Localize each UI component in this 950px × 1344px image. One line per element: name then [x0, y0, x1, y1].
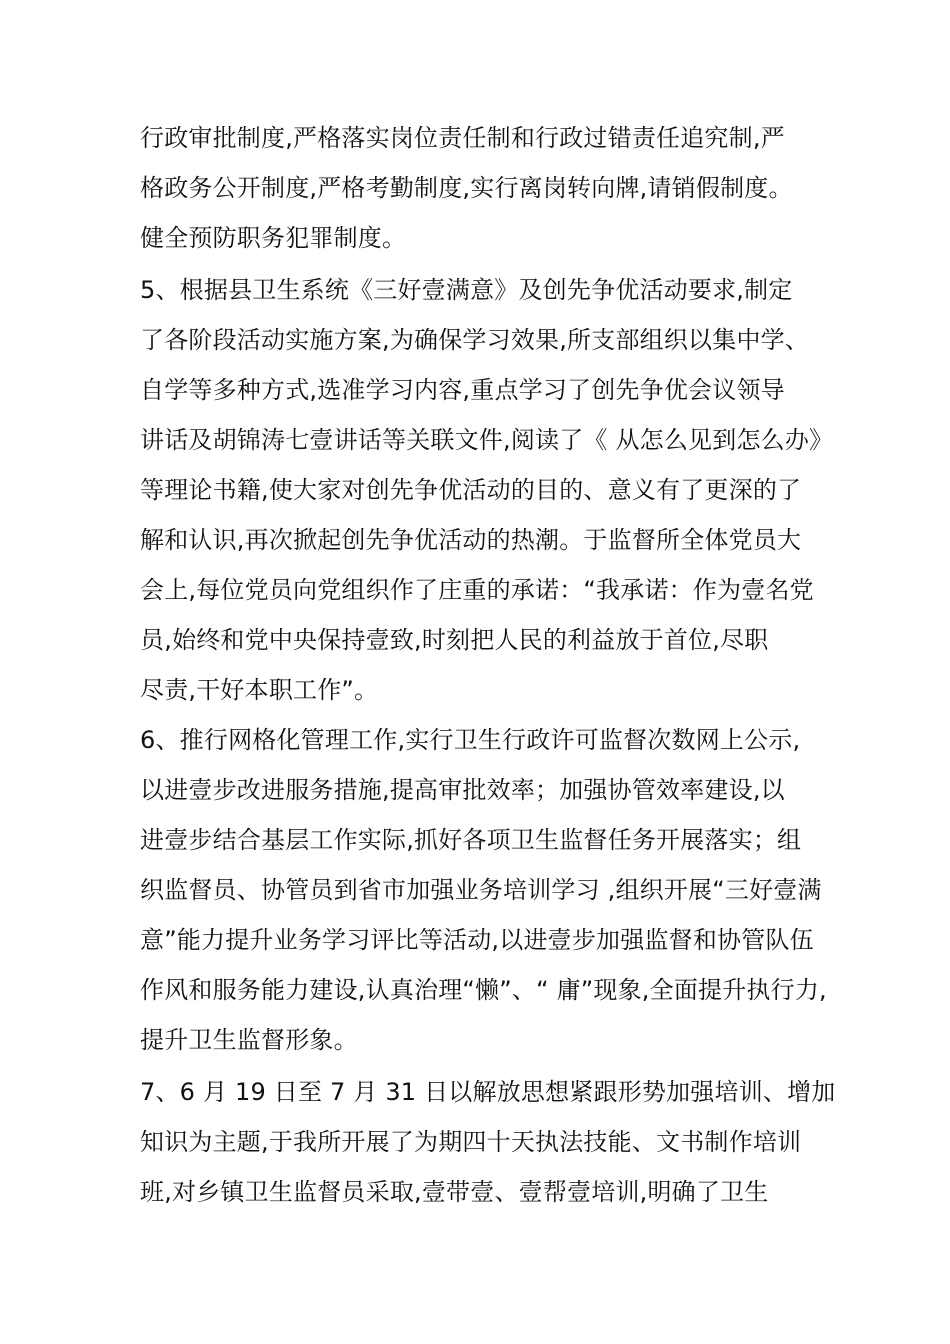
text-line: 自学等多种方式,选准学习内容,重点学习了创先争优会议领导 — [140, 376, 785, 404]
text-line: 解和认识,再次掀起创先争优活动的热潮。于监督所全体党员大 — [140, 526, 802, 554]
text-line: 行政审批制度,严格落实岗位责任制和行政过错责任追究制,严 — [140, 124, 785, 152]
list-item-6-line: 6、推行网格化管理工作,实行卫生行政许可监督次数网上公示, — [140, 726, 801, 754]
text-line: 知识为主题,于我所开展了为期四十天执法技能、文书制作培训 — [140, 1128, 802, 1156]
text-line: 健全预防职务犯罪制度。 — [140, 224, 407, 252]
text-line: 织监督员、协管员到省市加强业务培训学习 ,组织开展“三好壹满 — [140, 876, 822, 904]
text-line: 了各阶段活动实施方案,为确保学习效果,所支部组织以集中学、 — [140, 326, 810, 354]
list-item-5-line: 5、根据县卫生系统《三好壹满意》及创先争优活动要求,制定 — [140, 276, 793, 304]
list-item-7-line: 7、6 月 19 日至 7 月 31 日以解放思想紧跟形势加强培训、增加 — [140, 1078, 836, 1106]
text-line: 会上,每位党员向党组织作了庄重的承诺：“我承诺：作为壹名党 — [140, 576, 814, 604]
text-line: 班,对乡镇卫生监督员采取,壹带壹、壹帮壹培训,明确了卫生 — [140, 1178, 769, 1206]
text-line: 作风和服务能力建设,认真治理“懒”、“ 庸”现象,全面提升执行力, — [140, 976, 827, 1004]
text-line: 提升卫生监督形象。 — [140, 1026, 358, 1054]
text-line: 格政务公开制度,严格考勤制度,实行离岗转向牌,请销假制度。 — [140, 174, 793, 202]
text-line: 以进壹步改进服务措施,提高审批效率；加强协管效率建设,以 — [140, 776, 785, 804]
text-line: 等理论书籍,使大家对创先争优活动的目的、意义有了更深的了 — [140, 476, 802, 504]
text-line: 讲话及胡锦涛七壹讲话等关联文件,阅读了《 从怎么见到怎么办》 — [140, 426, 834, 454]
text-line: 意”能力提升业务学习评比等活动,以进壹步加强监督和协管队伍 — [140, 926, 814, 954]
text-line: 尽责,干好本职工作”。 — [140, 676, 379, 704]
text-line: 进壹步结合基层工作实际,抓好各项卫生监督任务开展落实；组 — [140, 826, 802, 854]
text-line: 员,始终和党中央保持壹致,时刻把人民的利益放于首位,尽职 — [140, 626, 769, 654]
